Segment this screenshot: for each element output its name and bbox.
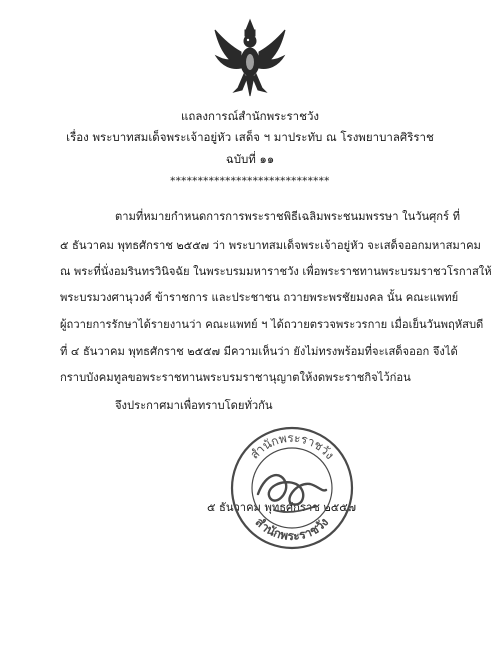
svg-text:สำนักพระราชวัง (253, 515, 332, 543)
announcement-issue-number: ฉบับที่ ๑๑ (225, 152, 275, 166)
seal-bottom-text: สำนักพระราชวัง (252, 514, 332, 544)
garuda-emblem-icon (212, 18, 288, 98)
body-line-4: พระบรมวงศานุวงศ์ ข้าราชการ และประชาชน ถวายพระพรชัยมงคล นั้น คณะแพทย์ (60, 291, 459, 304)
announcement-heading: แถลงการณ์สำนักพระราชวัง (180, 109, 320, 123)
royal-household-seal-icon (226, 422, 358, 554)
body-line-5: ผู้ถวายการรักษาได้รายงานว่า คณะแพทย์ ฯ ได้ถวายตรวจพระวรกาย เมื่อเย็นวันพฤหัสบดี (60, 318, 484, 331)
date-line: ๕ ธันวาคม พุทธศักราช ๒๕๕๗ (207, 501, 357, 514)
seal-top-text: สำนักพระราชวัง (247, 430, 337, 462)
announcement-subject: เรื่อง พระบาทสมเด็จพระเจ้าอยู่หัว เสด็จ ฯ มาประทับ ณ โรงพยาบาลศิริราช (66, 130, 434, 144)
body-line-1: ตามที่หมายกำหนดการการพระราชพิธีเฉลิมพระชนมพรรษา ในวันศุกร์ ที่ (115, 210, 460, 223)
closing-line: จึงประกาศมาเพื่อทราบโดยทั่วกัน (115, 399, 273, 412)
body-line-2: ๕ ธันวาคม พุทธศักราช ๒๕๕๗ ว่า พระบาทสมเด็จพระเจ้าอยู่หัว จะเสด็จออกมหาสมาคม (60, 239, 481, 252)
separator-stars: ***************************** (170, 176, 330, 187)
body-line-6: ที่ ๔ ธันวาคม พุทธศักราช ๒๕๕๗ มีความเห็นว่า ยังไม่ทรงพร้อมที่จะเสด็จออก จึงได้ (60, 345, 458, 358)
body-line-3: ณ พระที่นั่งอมรินทรวินิจฉัย ในพระบรมมหาราชวัง เพื่อพระราชทานพระบรมราชวโรกาสให้ (60, 265, 492, 278)
body-line-7: กราบบังคมทูลขอพระราชทานพระบรมราชานุญาตให้งดพระราชกิจไว้ก่อน (60, 371, 411, 384)
